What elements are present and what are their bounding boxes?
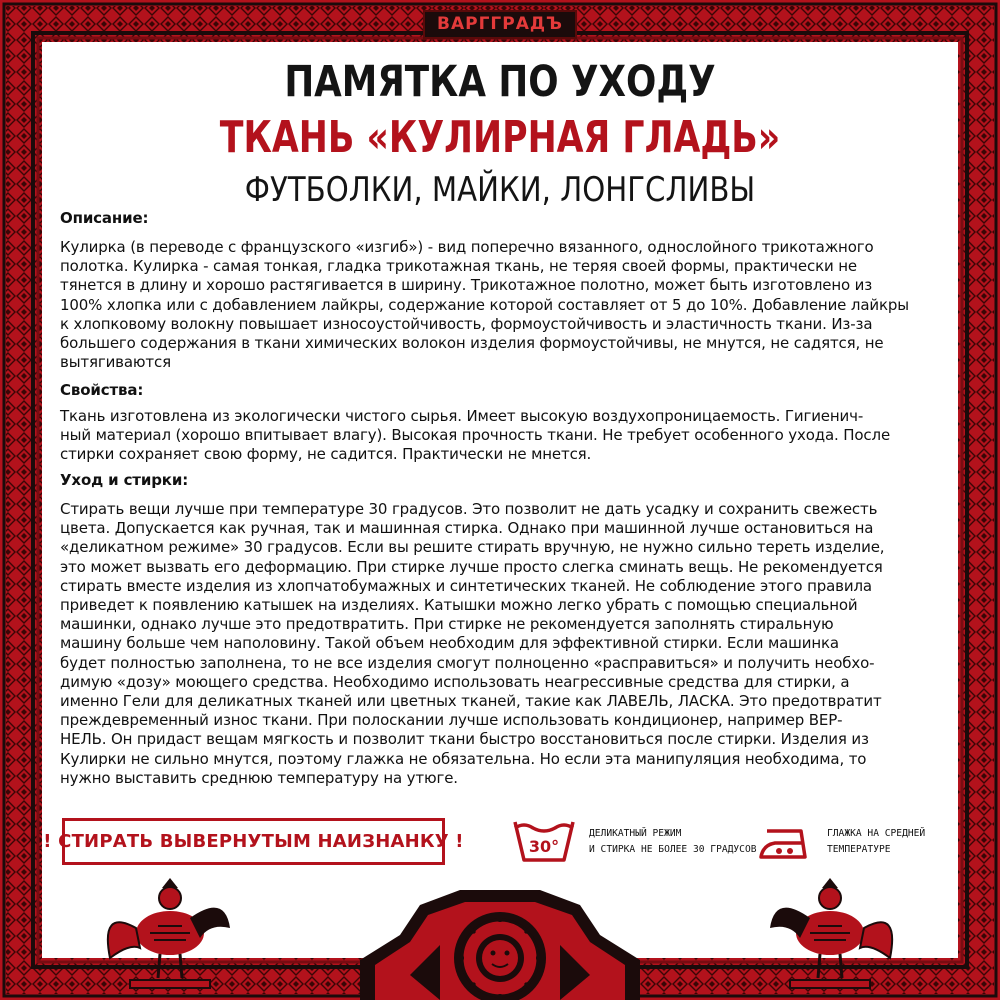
text-line: «деликатном режиме» 30 градусов. Если вы решите стирать вручную, не нужно сильно тереть изделие, — [60, 538, 885, 557]
description-heading: Описание: — [60, 209, 149, 227]
text-line: Кулирки не сильно мнутся, поэтому глажка не обязательна. Но если эта манипуляция необходима, то — [60, 749, 867, 768]
brand-logo: ВАРГГРАДЪ — [423, 10, 577, 39]
wash-instruction — [589, 826, 757, 858]
text-line: НЕЛЬ. Он придаст вещам мягкость и позволит ткани быстро восстановиться после стирки. Изделия из — [60, 730, 869, 749]
text-line: стирать вместе изделия из хлопчатобумажных и синтетических тканей. Не соблюдение этого правила — [60, 576, 872, 595]
text-line: приведет к появлению катышек на изделиях. Катышки можно легко убрать с помощью специальной — [60, 596, 858, 615]
text-line: Ткань изготовлена из экологически чистого сырья. Имеет высокую воздухопроницаемость. Гигиенич- — [60, 407, 864, 425]
text-line: ный материал (хорошо впитывает влагу). Высокая прочность ткани. Не требует особенного ухода. После — [60, 426, 891, 445]
text-line: 100% хлопка или с добавлением лайкры, содержание которой составляет от 5 до 10%. Добавление лайкры — [60, 295, 909, 314]
wash-instruction-line: ДЕЛИКАТНЫЙ РЕЖИМ — [589, 828, 682, 839]
garment-types-subtitle: ФУТБОЛКИ, МАЙКИ, ЛОНГСЛИВЫ — [244, 170, 756, 210]
text-line: полотка. Кулирка - самая тонкая, гладка трикотажная ткань, не теряя своей формы, практически не — [60, 257, 857, 276]
iron-instruction — [827, 826, 925, 858]
wash-temperature: 30° — [528, 837, 560, 856]
text-line: преждевременный износ ткани. При полоскании лучше использовать кондиционер, например ВЕР- — [60, 711, 843, 730]
text-line: машинки, однако лучше это предотвратить. При стирке не рекомендуется заполнять стиральную — [60, 615, 834, 634]
care-text — [60, 500, 945, 788]
wash-30-icon — [512, 818, 576, 866]
care-heading: Уход и стирки: — [60, 471, 189, 489]
iron-instruction-line: ГЛАЖКА НА СРЕДНЕЙ — [827, 828, 926, 839]
page-title: ПАМЯТКА ПО УХОДУ — [284, 57, 716, 107]
wash-instruction-line: И СТИРКА НЕ БОЛЕЕ 30 ГРАДУСОВ — [589, 844, 757, 855]
text-line: вытягиваются — [60, 353, 171, 372]
iron-medium-icon — [757, 823, 815, 863]
text-line: это может вызвать его деформацию. При стирке лучше просто слегка сминать вещь. Не рекомендуется — [60, 557, 883, 576]
text-line: будет полностью заполнена, то не все изделия смогут полноценно «расправиться» и получить необхо- — [60, 653, 875, 672]
text-line: Кулирка (в переводе с французского «изгиб») - вид поперечно вязанного, однослойного трикотажного — [60, 238, 874, 256]
iron-instruction-line: ТЕМПЕРАТУРЕ — [827, 844, 891, 855]
fabric-title: ТКАНЬ «КУЛИРНАЯ ГЛАДЬ» — [219, 112, 781, 163]
text-line: к хлопковому волокну повышает износоустойчивость, формоустойчивость и эластичность ткани. Из-за — [60, 314, 873, 333]
text-line: машину больше чем наполовину. Такой объем необходим для эффективной стирки. Если машинка — [60, 634, 839, 653]
text-line: тянется в длину и хорошо растягивается в ширину. Трикотажное полотно, может быть изготовлено из — [60, 276, 873, 295]
text-line: именно Гели для деликатных тканей или цветных тканей, такие как ЛАВЕЛЬ, ЛАСКА. Это предотвратит — [60, 692, 882, 711]
description-text — [60, 238, 945, 372]
text-line: стирки сохраняет свою форму, не садится. Практически не мнется. — [60, 445, 592, 464]
properties-text — [60, 407, 945, 465]
inside-out-warning: ! СТИРАТЬ ВЫВЕРНУТЫМ НАИЗНАНКУ ! — [62, 818, 445, 865]
text-line: цвета. Допускается как ручная, так и машинная стирка. Однако при машинной лучше остановиться на — [60, 519, 874, 538]
text-line: нужно выставить среднюю температуру на утюге. — [60, 768, 458, 787]
text-line: димую «дозу» моющего средства. Необходимо использовать неагрессивные средства для стирки, а — [60, 672, 850, 691]
properties-heading: Свойства: — [60, 381, 144, 399]
text-line: большего содержания в ткани химических волокон изделия формоустойчивы, не мнутся, не садятся, не — [60, 334, 884, 353]
text-line: Стирать вещи лучше при температуре 30 градусов. Это позволит не дать усадку и сохранить свежесть — [60, 500, 878, 518]
